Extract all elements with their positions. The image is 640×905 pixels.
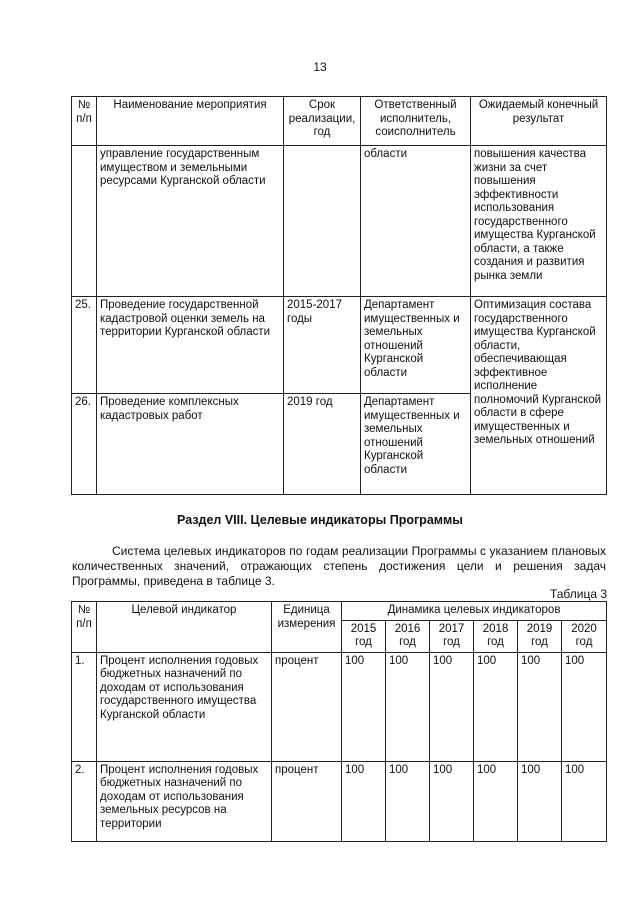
cell-result-merged: Оптимизация состава государственного имущества Курганской области, обеспечивающая эффективное исполнение полномочий Курганской области в сфере имущественных и земельных отношений: [471, 297, 607, 495]
header-year: 2018 год: [474, 620, 518, 652]
indicators-table: [71, 601, 607, 842]
cell-name: Проведение комплексных кадастровых работ: [97, 394, 284, 495]
section-heading: Раздел VIII. Целевые индикаторы Программы: [177, 513, 463, 527]
table-caption: Таблица 3: [549, 587, 607, 601]
cell-unit: процент: [272, 652, 342, 761]
cell-value: 100: [562, 761, 607, 841]
header-year: 2020 год: [562, 620, 607, 652]
cell-value: 100: [342, 761, 386, 841]
header-indicator: Целевой индикатор: [97, 602, 272, 653]
header-name: Наименование мероприятия: [97, 97, 284, 146]
activities-table: [71, 96, 607, 495]
cell-result: повышения качества жизни за счет повышения эффективности использования государственного имущества Курганской области, а также создания и развития рынка земли: [471, 146, 607, 297]
cell-executor: области: [361, 146, 471, 297]
cell-value: 100: [342, 652, 386, 761]
cell-value: 100: [474, 761, 518, 841]
table-row: [72, 146, 607, 297]
header-result: Ожидаемый конечный результат: [471, 97, 607, 146]
table-header-row: [72, 97, 607, 146]
header-year: 2016 год: [386, 620, 430, 652]
cell-unit: процент: [272, 761, 342, 841]
cell-num: 26.: [72, 394, 97, 495]
header-num: № п/п: [72, 97, 97, 146]
cell-term: 2019 год: [284, 394, 361, 495]
cell-executor: Департамент имущественных и земельных отношений Курганской области: [361, 297, 471, 394]
cell-value: 100: [518, 761, 562, 841]
cell-value: 100: [518, 652, 562, 761]
table-row: [72, 652, 607, 761]
cell-value: 100: [386, 761, 430, 841]
table-row: [72, 761, 607, 841]
table-header-row: [72, 602, 607, 621]
cell-name: управление государственным имуществом и земельными ресурсами Курганской области: [97, 146, 284, 297]
cell-value: 100: [430, 761, 474, 841]
cell-term: [284, 146, 361, 297]
cell-value: 100: [474, 652, 518, 761]
cell-num: [72, 146, 97, 297]
cell-value: 100: [430, 652, 474, 761]
cell-num: 2.: [72, 761, 97, 841]
cell-indicator: Процент исполнения годовых бюджетных назначений по доходам от использования государственного имущества Курганской области: [97, 652, 272, 761]
header-executor: Ответственный исполнитель, соисполнитель: [361, 97, 471, 146]
header-dynamics: Динамика целевых индикаторов: [342, 602, 607, 621]
header-year: 2019 год: [518, 620, 562, 652]
cell-value: 100: [386, 652, 430, 761]
cell-term: 2015-2017 годы: [284, 297, 361, 394]
cell-num: 1.: [72, 652, 97, 761]
header-term: Срок реализации, год: [284, 97, 361, 146]
header-year: 2017 год: [430, 620, 474, 652]
cell-indicator: Процент исполнения годовых бюджетных назначений по доходам от использования земельных ресурсов на территории: [97, 761, 272, 841]
header-year: 2015 год: [342, 620, 386, 652]
page-number: 13: [313, 60, 327, 74]
intro-paragraph: Система целевых индикаторов по годам реализации Программы с указанием плановых количественных значений, отражающих степень достижения цели и решения задач Программы, приведена в таблице 3.: [72, 544, 606, 588]
cell-value: 100: [562, 652, 607, 761]
header-unit: Единица измерения: [272, 602, 342, 653]
table-row: [72, 297, 607, 394]
cell-name: Проведение государственной кадастровой оценки земель на территории Курганской области: [97, 297, 284, 394]
cell-executor: Департамент имущественных и земельных отношений Курганской области: [361, 394, 471, 495]
header-num: № п/п: [72, 602, 97, 653]
cell-num: 25.: [72, 297, 97, 394]
